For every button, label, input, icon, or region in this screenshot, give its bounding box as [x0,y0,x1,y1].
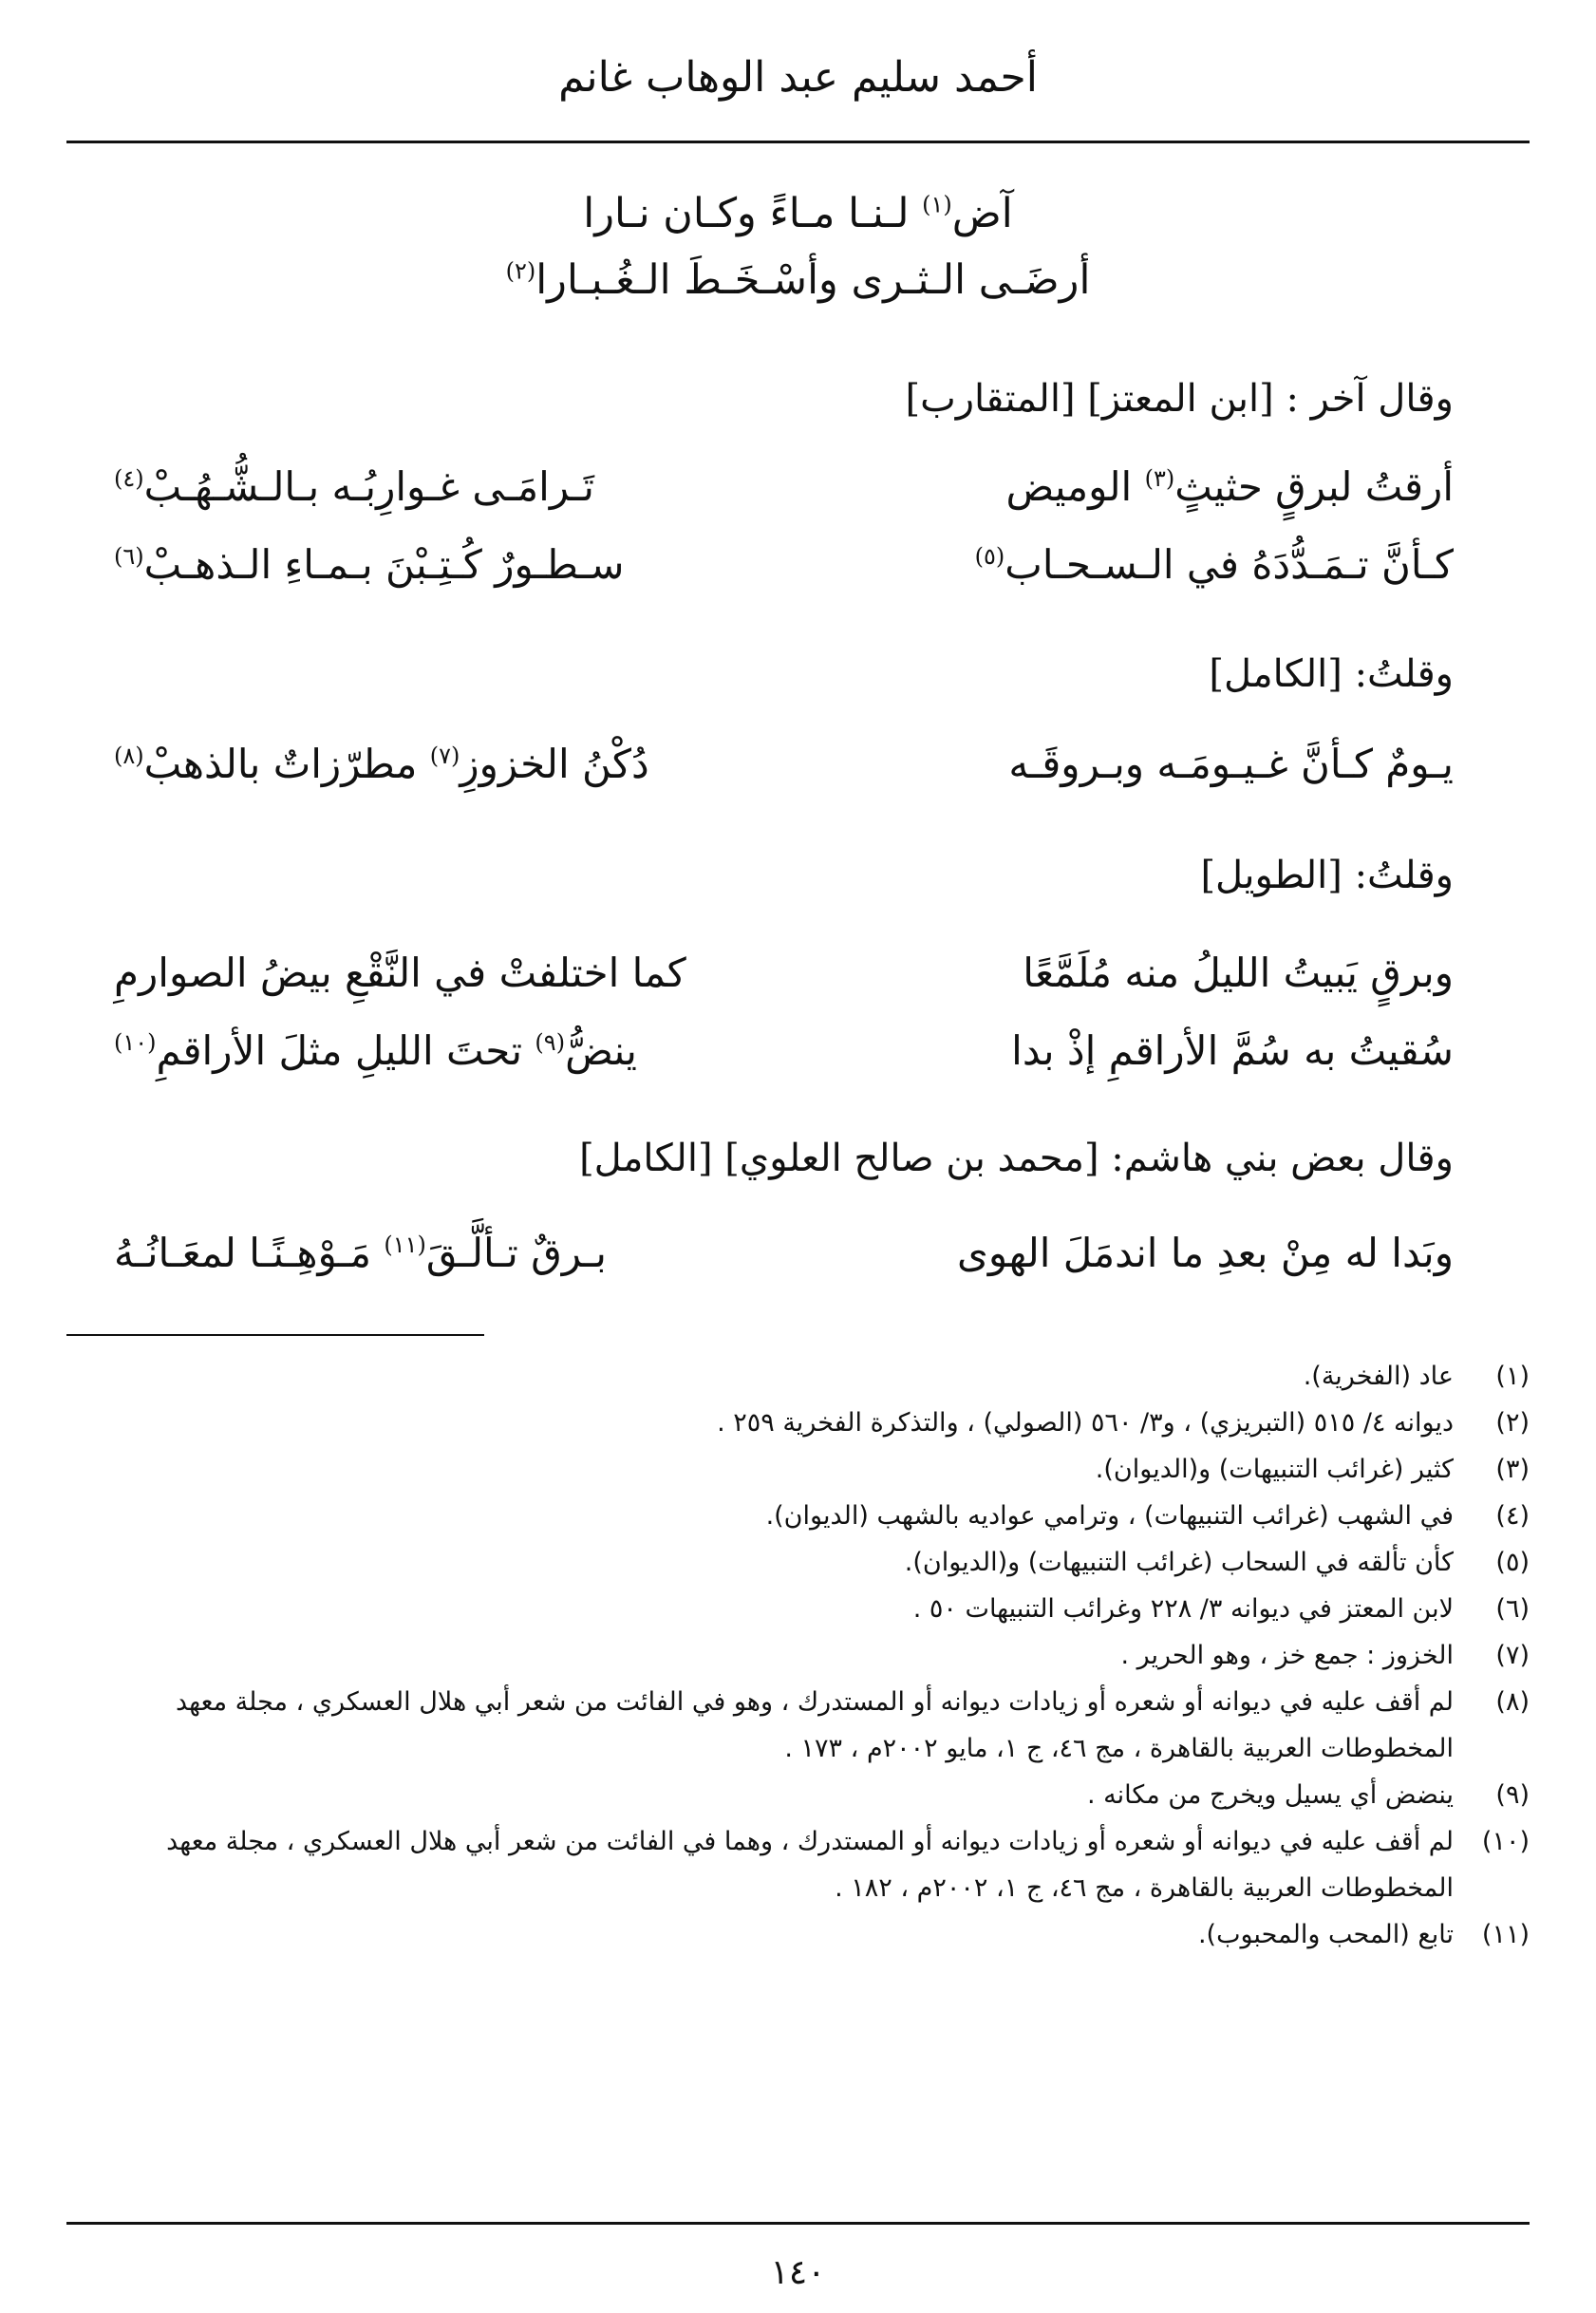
couplet [114,731,1454,798]
footnote-text: عاد (الفخرية). [1303,1362,1454,1391]
running-title: أحمد سليم عبد الوهاب غانم [558,53,1038,102]
footnote-ref: (٨) [114,743,144,769]
footnote [66,1632,1530,1679]
footnote-text: ينضض أي يسيل ويخرج من مكانه . [1087,1780,1454,1810]
opening-verse-line-1 [0,180,1596,247]
first-hemistich: وبرقٍ يَبيتُ الليلُ منه مُلَمَّعًا [1023,950,1454,996]
footnote [66,1353,1530,1400]
footnote [66,1679,1530,1772]
section-intro: وقال بعض بني هاشم: [محمد بن صالح العلوي] [الكامل] [579,1137,1454,1180]
footnotes [66,1353,1530,1958]
section-intro: وقال آخر : [ابن المعتز] [المتقارب] [905,377,1454,421]
second-hemistich: سـطـورٌ كُـتِـبْنَ بـمـاءِ الـذهـبْ$^{(٦)}$ [114,541,625,588]
footnote-ref: (٩) [535,1029,566,1056]
header-rule [66,141,1530,143]
opening-verse [0,180,1596,313]
second-hemistich: دُكْنُ الخزوزِ$^{(٧)}$ مطرّزاتٌ بالذهبْ$^{(٨)}$ [114,741,649,787]
footnote-text: تابع (المحب والمحبوب). [1197,1920,1454,1949]
section-intro: وقلتُ: [الطويل] [1200,854,1454,897]
footnote [66,1818,1530,1911]
footnote-ref: (١٠) [114,1029,157,1056]
footnote-ref: (٣) [1144,465,1175,492]
footnote-number: (٢) [1495,1408,1530,1438]
couplet [114,454,1454,520]
footnote [66,1586,1530,1632]
couplet [114,940,1454,1006]
footnote-ref: (٦) [114,543,144,570]
second-hemistich: تَـرامَـى غـوارِبُـه بـالـشُّـهُـبْ$^{(٤)}$ [114,463,594,510]
opening-verse-line-2 [0,247,1596,313]
footnote-rule [66,1334,484,1336]
first-hemistich: وبَدا له مِنْ بعدِ ما اندمَلَ الهوى [957,1230,1454,1276]
couplet [114,532,1454,598]
footer-rule [66,2222,1530,2225]
first-hemistich: سُقيتُ به سُمَّ الأراقمِ إذْ بدا [1011,1027,1454,1074]
second-hemistich: بـرقٌ تـألَّـقَ$^{(١١)}$ مَـوْهِـنًـا لمعَـانُـهُ [114,1230,607,1276]
footnote-text: لابن المعتز في ديوانه ٣/ ٢٢٨ وغرائب التنبيهات ٥٠ . [912,1594,1454,1624]
footnote-text: في الشهب (غرائب التنبيهات) ، وترامي عواديه بالشهب (الديوان). [765,1501,1454,1531]
first-hemistich: أرقتُ لبرقٍ حثيثٍ$^{(٣)}$ الوميض [1005,463,1454,510]
first-hemistich: كـأنَّ تـمَـدُّدَهُ في الـسـحـاب$^{(٥)}$ [974,541,1454,588]
couplet [114,1220,1454,1287]
footnote-text: لم أقف عليه في ديوانه أو شعره أو زيادات ديوانه أو المستدرك ، وهما في الفائت من شعر أبي هلال العسكري ، مجلة معهد المخطوطات العربية بالقاهرة ، مج ٤٦، ج ١، ٢٠٠٢م ، ١٨٢ . [166,1827,1454,1903]
second-hemistich: كما اختلفتْ في النَّقْعِ بيضُ الصوارمِ [114,950,686,996]
first-hemistich: يـومٌ كـأنَّ غـيـومَـه وبـروقَـه [1008,741,1454,787]
footnote [66,1446,1530,1493]
footnote-number: (٣) [1495,1455,1530,1484]
footnote-ref: (١١) [384,1232,426,1258]
footnote-ref: (١) [922,191,952,218]
verse-text: أرضَـى الـثـرى وأسْـخَـطَ الـغُـبـارا [535,256,1091,304]
footnote-text: كأن تألقه في السحاب (غرائب التنبيهات) و(الديوان). [904,1548,1454,1577]
footnote-ref: (٧) [429,743,460,769]
footnote-number: (٧) [1495,1641,1530,1670]
section-intro: وقلتُ: [الكامل] [1209,652,1454,696]
footnote-ref: (٤) [114,465,144,492]
footnote-number: (٩) [1495,1780,1530,1810]
footnote-number: (٦) [1495,1594,1530,1624]
footnote-text: ديوانه ٤/ ٥١٥ (التبريزي) ، و٣/ ٥٦٠ (الصولي) ، والتذكرة الفخرية ٢٥٩ . [717,1408,1454,1438]
footnote-number: (١) [1495,1362,1530,1391]
second-hemistich: ينضُّ$^{(٩)}$ تحتَ الليلِ مثلَ الأراقمِ$^{(١٠)}$ [114,1027,637,1074]
page-number: ١٤٠ [770,2253,826,2292]
footnote-ref: (٥) [974,543,1005,570]
footnote-text: الخزوز : جمع خز ، وهو الحرير . [1120,1641,1454,1670]
verse-word: آض [951,190,1013,237]
footnote-text: كثير (غرائب التنبيهات) و(الديوان). [1095,1455,1454,1484]
footnote [66,1911,1530,1958]
couplet [114,1018,1454,1084]
verse-text: لـنـا مـاءً وكـان نـارا [583,190,910,237]
footnote [66,1400,1530,1446]
footnote-ref: (٢) [505,257,536,285]
footnote [66,1772,1530,1818]
footnote-number: (١٠) [1481,1827,1530,1856]
footnote-number: (٥) [1495,1548,1530,1577]
footnote [66,1539,1530,1586]
footnote-number: (٤) [1495,1501,1530,1531]
footnote-number: (١١) [1481,1920,1530,1949]
footnote-text: لم أقف عليه في ديوانه أو شعره أو زيادات ديوانه أو المستدرك ، وهو في الفائت من شعر أبي هلال العسكري ، مجلة معهد المخطوطات العربية بالقاهرة ، مج ٤٦، ج ١، مايو ٢٠٠٢م ، ١٧٣ . [175,1687,1454,1763]
footnote-number: (٨) [1495,1687,1530,1717]
footnote [66,1493,1530,1539]
